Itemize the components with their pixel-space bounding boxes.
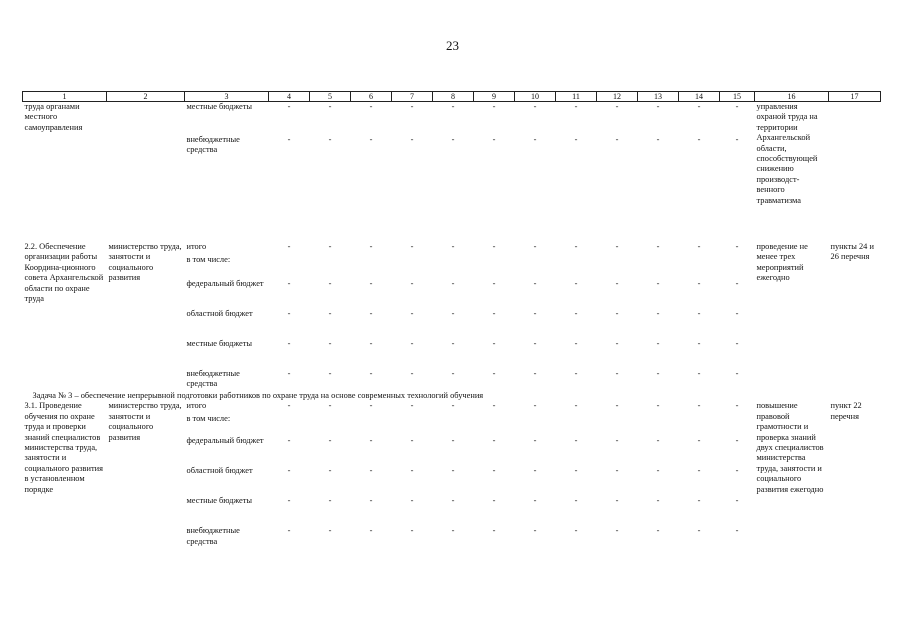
value-cell: - [410, 135, 414, 144]
linkage: пункт 22 перечня [830, 401, 862, 421]
value-cell: - [697, 496, 701, 506]
value-cell: - [533, 309, 537, 318]
value-cell: - [615, 279, 619, 288]
value-cell: - [287, 526, 291, 536]
value-cell: - [410, 102, 414, 111]
value-cell: - [410, 436, 414, 446]
value-cell: - [369, 496, 373, 506]
column-number: 16 [755, 92, 829, 102]
executor: министерство труда, занятости и социального развития [108, 242, 182, 283]
value-cell: - [656, 526, 660, 536]
value-cell: - [492, 526, 496, 536]
value-cell: - [369, 436, 373, 446]
value-cell: - [615, 242, 619, 251]
value-cell: - [328, 401, 332, 411]
value-cell: - [697, 401, 701, 411]
value-cell: - [615, 436, 619, 446]
value-cell: - [574, 436, 578, 446]
value-cell: - [287, 102, 291, 111]
column-number: 13 [638, 92, 679, 102]
value-cell: - [492, 401, 496, 411]
value-cell: - [656, 339, 660, 348]
value-cell: - [492, 102, 496, 111]
value-cell: - [451, 242, 455, 251]
value-cell: - [410, 339, 414, 348]
value-cell: - [369, 526, 373, 536]
value-cell: - [533, 369, 537, 378]
program-table [22, 91, 881, 548]
value-cell: - [697, 339, 701, 348]
value-cell: - [287, 339, 291, 348]
column-number: 14 [679, 92, 720, 102]
value-cell: - [615, 102, 619, 111]
value-cell: - [533, 466, 537, 476]
value-cell: - [656, 496, 660, 506]
measure-name: 3.1. Проведение обучения по охране труда и проверки знаний специалистов министерства труда, занятости и социального развития в установленном порядке [24, 401, 103, 494]
value-cell: - [533, 339, 537, 348]
value-cell: - [574, 526, 578, 536]
column-number: 2 [107, 92, 185, 102]
value-cell: - [451, 466, 455, 476]
value-cell: - [492, 242, 496, 251]
value-cell: - [615, 466, 619, 476]
value-cell: - [574, 279, 578, 288]
value-cell: - [735, 135, 739, 144]
value-cell: - [369, 339, 373, 348]
funding-source: внебюджетные средства [186, 526, 240, 546]
value-cell: - [735, 526, 739, 536]
value-cell: - [735, 309, 739, 318]
value-cell: - [287, 309, 291, 318]
value-cell: - [656, 401, 660, 411]
column-number: 11 [556, 92, 597, 102]
value-cell: - [369, 242, 373, 251]
task-heading-row [23, 391, 881, 401]
value-cell: - [492, 309, 496, 318]
value-cell: - [656, 436, 660, 446]
value-cell: - [533, 135, 537, 144]
page-number: 23 [446, 38, 459, 53]
funding-source: итого [186, 401, 207, 411]
value-cell: - [451, 401, 455, 411]
value-cell: - [615, 526, 619, 536]
value-cell: - [451, 309, 455, 318]
measure-name: 2.2. Обеспечение организации работы Координа-ционного совета Архангельской области по охране труда [24, 242, 104, 304]
value-cell: - [328, 466, 332, 476]
value-cell: - [287, 466, 291, 476]
value-cell: - [735, 279, 739, 288]
value-cell: - [735, 436, 739, 446]
value-cell: - [615, 401, 619, 411]
funding-source: в том числе: [186, 414, 231, 424]
value-cell: - [328, 309, 332, 318]
value-cell: - [697, 526, 701, 536]
value-cell: - [656, 309, 660, 318]
funding-source: местные бюджеты [186, 496, 253, 506]
value-cell: - [735, 339, 739, 348]
value-cell: - [697, 309, 701, 318]
value-cell: - [656, 135, 660, 144]
column-number: 8 [433, 92, 474, 102]
value-cell: - [735, 242, 739, 251]
value-cell: - [492, 369, 496, 378]
column-number: 4 [269, 92, 310, 102]
value-cell: - [492, 496, 496, 506]
value-cell: - [328, 102, 332, 111]
value-cell: - [697, 466, 701, 476]
executor: министерство труда, занятости и социального развития [108, 401, 182, 442]
value-cell: - [533, 526, 537, 536]
value-cell: - [451, 135, 455, 144]
value-cell: - [574, 496, 578, 506]
value-cell: - [410, 466, 414, 476]
value-cell: - [574, 102, 578, 111]
value-cell: - [697, 242, 701, 251]
value-cell: - [533, 279, 537, 288]
value-cell: - [735, 369, 739, 378]
funding-source: федеральный бюджет [186, 279, 264, 288]
value-cell: - [615, 135, 619, 144]
value-cell: - [574, 242, 578, 251]
funding-source: местные бюджеты [186, 102, 253, 111]
value-cell: - [656, 466, 660, 476]
funding-source: итого [186, 242, 207, 251]
table-row [23, 242, 881, 255]
value-cell: - [287, 436, 291, 446]
executor [107, 102, 185, 243]
linkage [829, 102, 881, 243]
value-cell: - [287, 369, 291, 378]
value-cell: - [369, 309, 373, 318]
funding-source: в том числе: [186, 255, 231, 264]
value-cell: - [656, 102, 660, 111]
value-cell: - [369, 466, 373, 476]
column-number: 7 [392, 92, 433, 102]
measure-name: труда органами местного самоуправления [24, 102, 83, 132]
value-cell: - [735, 466, 739, 476]
value-cell: - [328, 279, 332, 288]
value-cell: - [615, 309, 619, 318]
value-cell: - [451, 496, 455, 506]
value-cell: - [615, 496, 619, 506]
value-cell: - [369, 279, 373, 288]
value-cell: - [656, 242, 660, 251]
value-cell: - [451, 526, 455, 536]
task-heading: Задача № 3 – обеспечение непрерывной подготовки работников по охране труда на основе современных технологий обучения [32, 391, 484, 400]
value-cell: - [410, 496, 414, 506]
value-cell: - [287, 401, 291, 411]
value-cell: - [735, 102, 739, 111]
value-cell: - [656, 369, 660, 378]
value-cell: - [287, 135, 291, 144]
value-cell: - [451, 339, 455, 348]
value-cell: - [533, 496, 537, 506]
column-number: 6 [351, 92, 392, 102]
funding-source: местные бюджеты [186, 339, 253, 348]
value-cell: - [533, 436, 537, 446]
value-cell: - [492, 436, 496, 446]
value-cell: - [574, 466, 578, 476]
column-number-row [23, 92, 881, 102]
value-cell: - [369, 102, 373, 111]
value-cell: - [574, 339, 578, 348]
value-cell: - [697, 436, 701, 446]
table-row [23, 401, 881, 414]
value-cell: - [328, 369, 332, 378]
value-cell: - [287, 242, 291, 251]
value-cell: - [451, 369, 455, 378]
value-cell: - [410, 242, 414, 251]
expected-result: управления охраной труда на территории Архангельской области, способствующей снижению производст-венного травматизма [756, 102, 818, 205]
funding-source: областной бюджет [186, 466, 253, 476]
value-cell: - [410, 526, 414, 536]
value-cell: - [697, 135, 701, 144]
value-cell: - [533, 242, 537, 251]
value-cell: - [410, 279, 414, 288]
value-cell: - [574, 401, 578, 411]
value-cell: - [492, 466, 496, 476]
column-number: 1 [23, 92, 107, 102]
value-cell: - [615, 339, 619, 348]
value-cell: - [410, 369, 414, 378]
column-number: 15 [720, 92, 755, 102]
value-cell: - [697, 369, 701, 378]
linkage: пункты 24 и 26 перечня [830, 242, 874, 262]
value-cell: - [697, 279, 701, 288]
funding-source: областной бюджет [186, 309, 253, 318]
value-cell: - [656, 279, 660, 288]
value-cell: - [533, 102, 537, 111]
value-cell: - [451, 436, 455, 446]
value-cell: - [328, 496, 332, 506]
value-cell: - [451, 102, 455, 111]
funding-source: внебюджетные средства [186, 369, 240, 389]
value-cell: - [451, 279, 455, 288]
value-cell: - [287, 496, 291, 506]
column-number: 12 [597, 92, 638, 102]
value-cell: - [492, 135, 496, 144]
value-cell: - [369, 401, 373, 411]
table-row [23, 102, 881, 136]
funding-source: внебюджетные средства [186, 135, 240, 155]
column-number: 5 [310, 92, 351, 102]
value-cell: - [697, 102, 701, 111]
value-cell: - [735, 496, 739, 506]
value-cell: - [410, 401, 414, 411]
value-cell: - [410, 309, 414, 318]
value-cell: - [615, 369, 619, 378]
expected-result: повышение правовой грамотности и проверка знаний двух специалистов министерства труда, занятости и социального развития ежегодно [756, 401, 824, 494]
funding-source: федеральный бюджет [186, 436, 264, 446]
value-cell: - [574, 135, 578, 144]
column-number: 17 [829, 92, 881, 102]
value-cell: - [574, 309, 578, 318]
expected-result: проведение не менее трех мероприятий ежегодно [756, 242, 808, 283]
value-cell: - [574, 369, 578, 378]
value-cell: - [328, 242, 332, 251]
column-number: 9 [474, 92, 515, 102]
value-cell: - [287, 279, 291, 288]
column-number: 3 [185, 92, 269, 102]
value-cell: - [533, 401, 537, 411]
value-cell: - [492, 279, 496, 288]
value-cell: - [492, 339, 496, 348]
value-cell: - [328, 339, 332, 348]
value-cell: - [735, 401, 739, 411]
value-cell: - [328, 526, 332, 536]
value-cell: - [369, 135, 373, 144]
column-number: 10 [515, 92, 556, 102]
value-cell: - [369, 369, 373, 378]
value-cell: - [328, 135, 332, 144]
value-cell: - [328, 436, 332, 446]
